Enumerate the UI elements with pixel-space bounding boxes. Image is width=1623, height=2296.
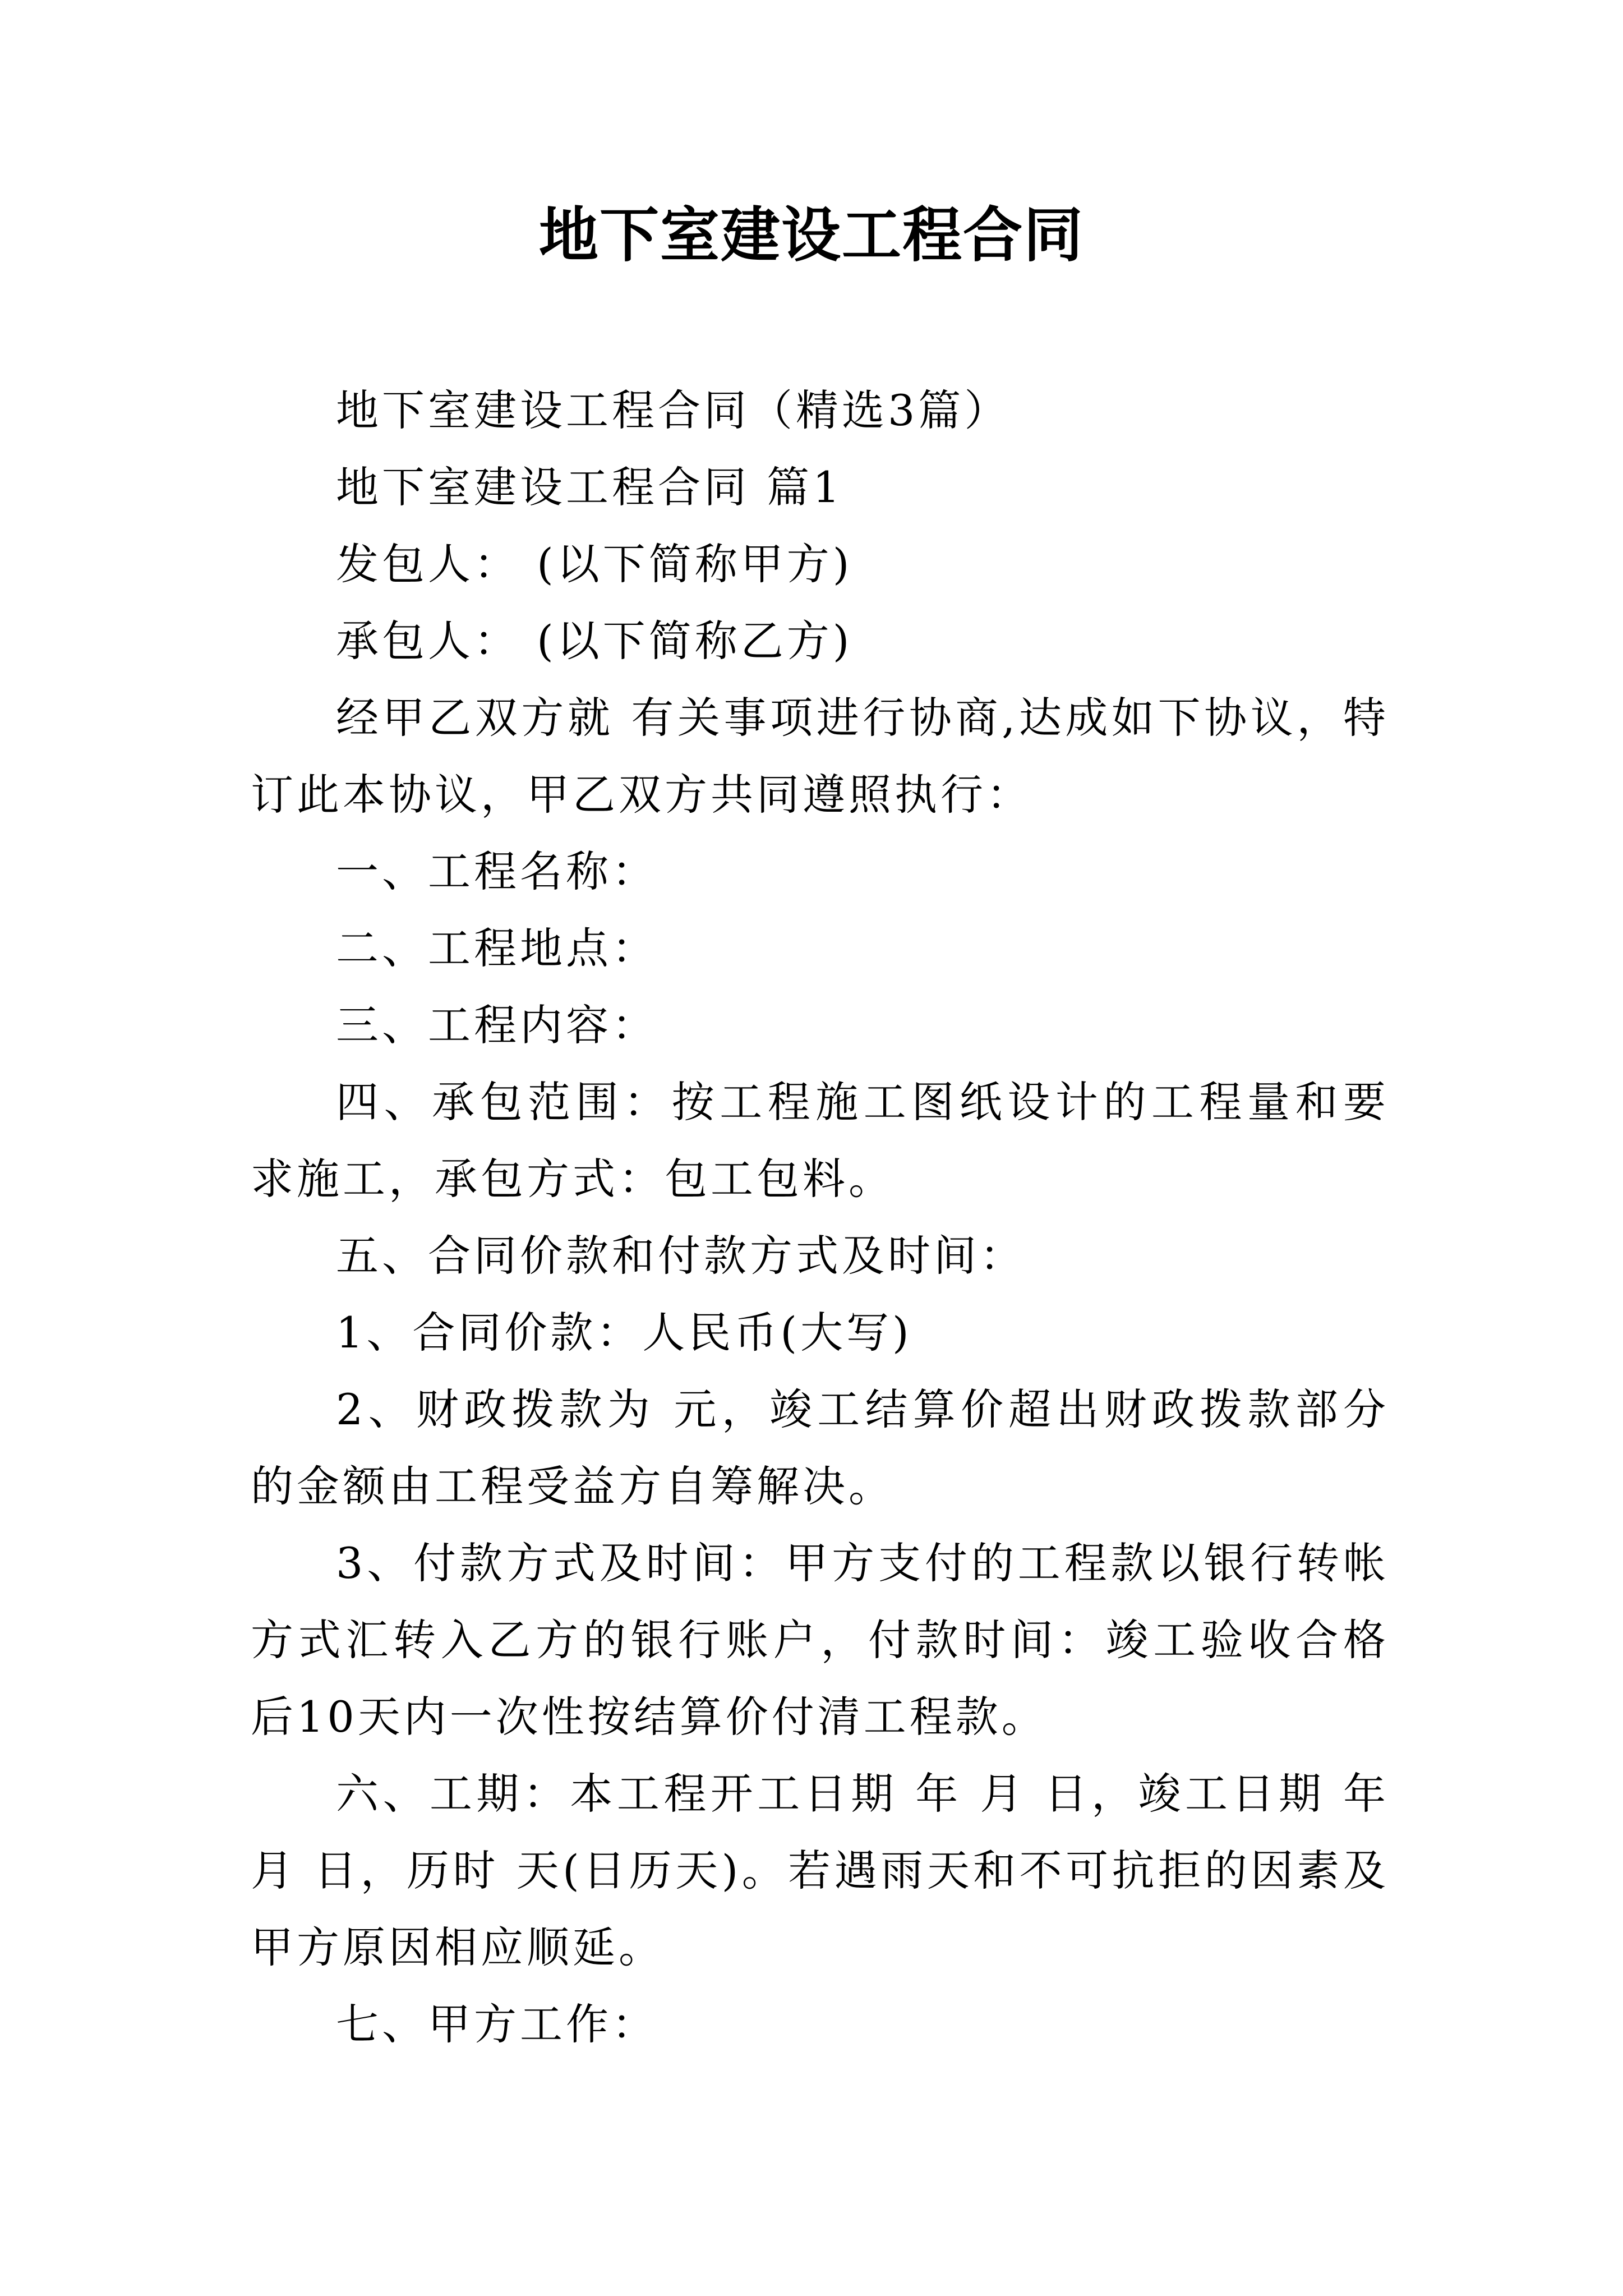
paragraph-contract-scope: 四、承包范围：按工程施工图纸设计的工程量和要求施工，承包方式：包工包料。 xyxy=(251,1077,1389,1204)
paragraph-subtitle: 地下室建设工程合同（精选3篇） xyxy=(336,385,1011,435)
paragraph-section-heading: 地下室建设工程合同 篇1 xyxy=(336,462,843,512)
document-body xyxy=(251,372,1389,2063)
paragraph-preamble: 经甲乙双方就 有关事项进行协商,达成如下协议，特订此本协议，甲乙双方共同遵照执行： xyxy=(251,693,1389,820)
paragraph-employer-duties: 七、甲方工作： xyxy=(336,1999,658,2049)
paragraph-financial-allocation: 2、财政拨款为 元，竣工结算价超出财政拨款部分的金额由工程受益方自筹解决。 xyxy=(251,1384,1389,1511)
paragraph-project-name: 一、工程名称： xyxy=(336,846,658,896)
paragraph-project-location: 二、工程地点： xyxy=(336,923,658,973)
paragraph-project-content: 三、工程内容： xyxy=(336,1000,658,1050)
paragraph-price-heading: 五、合同价款和付款方式及时间： xyxy=(336,1231,1026,1281)
paragraph-payment-method: 3、付款方式及时间：甲方支付的工程款以银行转帐方式汇转入乙方的银行账户，付款时间：竣工验收合格后10天内一次性按结算价付清工程款。 xyxy=(251,1538,1389,1742)
document-title: 地下室建设工程合同 xyxy=(539,201,1084,270)
paragraph-construction-period: 六、工期：本工程开工日期 年 月 日，竣工日期 年 月 日，历时 天(日历天)。若遇雨天和不可抗拒的因素及甲方原因相应顺延。 xyxy=(251,1769,1389,1972)
paragraph-contractor: 承包人： (以下简称乙方) xyxy=(336,616,853,666)
paragraph-employer: 发包人： (以下简称甲方) xyxy=(336,539,853,589)
paragraph-contract-price: 1、合同价款：人民币(大写) xyxy=(336,1308,912,1358)
